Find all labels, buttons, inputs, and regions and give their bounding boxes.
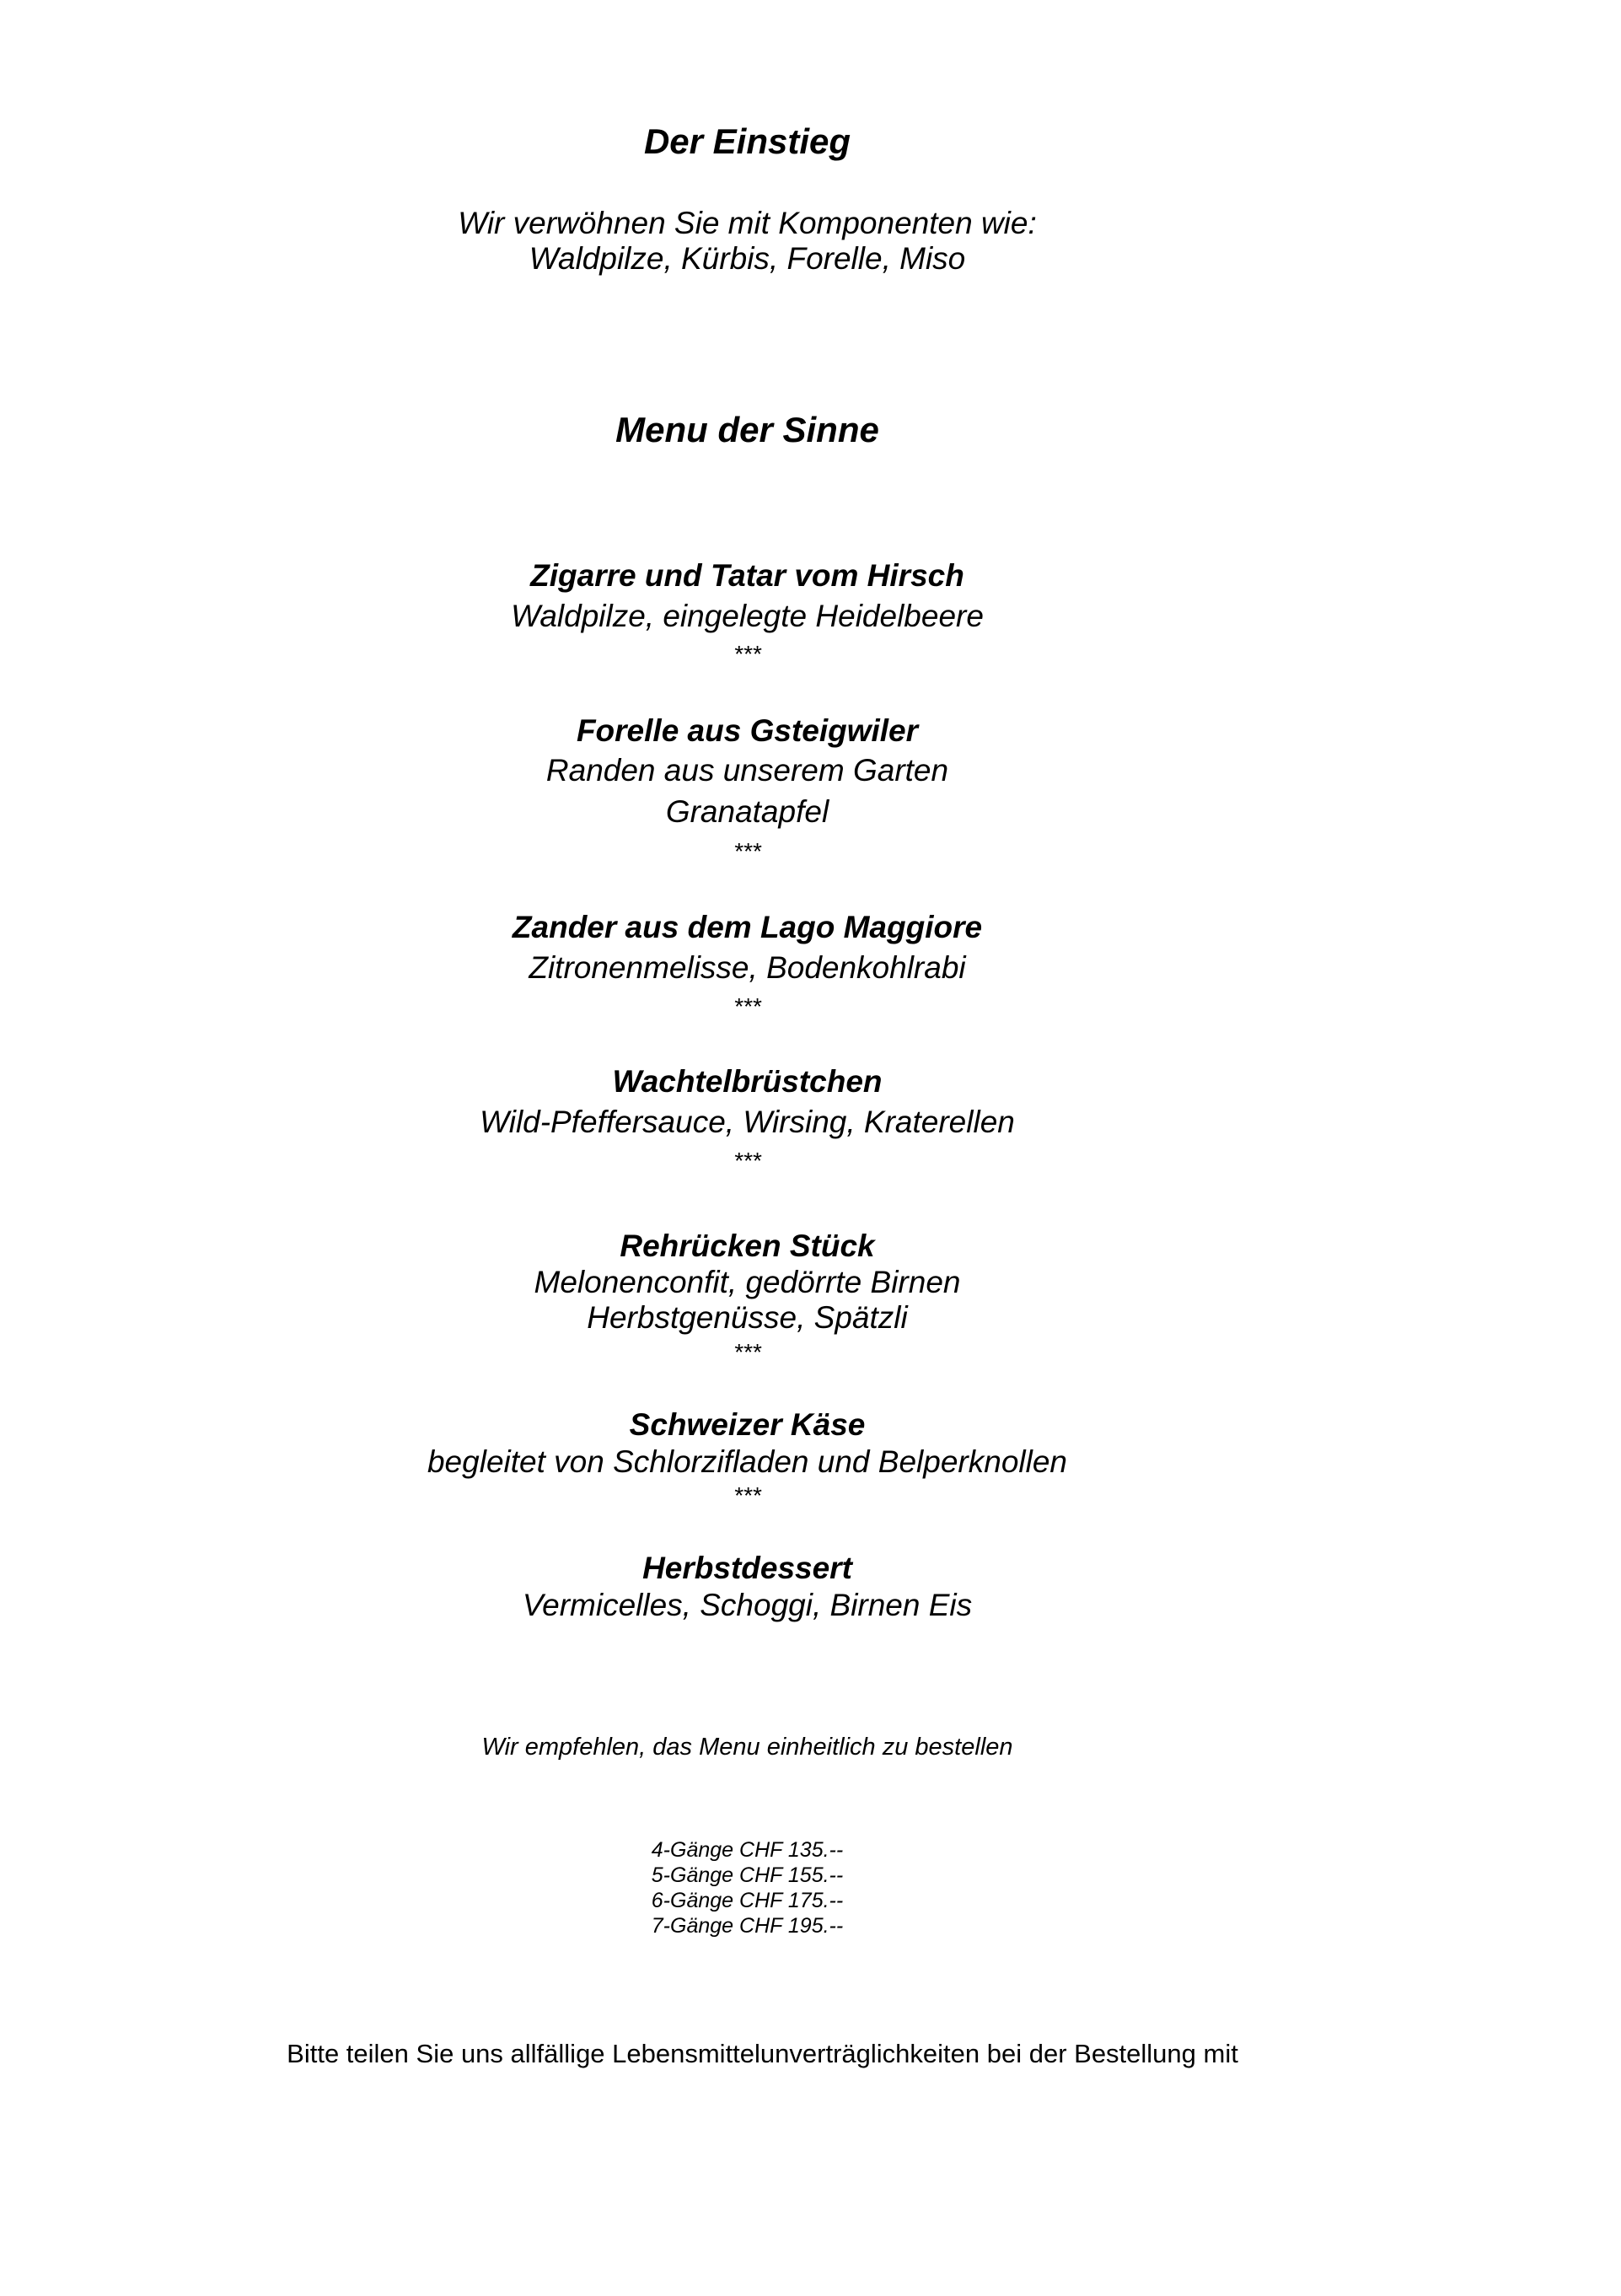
course-6-name: Schweizer Käse (629, 1407, 866, 1442)
course-separator-4: *** (733, 1148, 761, 1174)
allergy-notice: Bitte teilen Sie uns allfällige Lebensmittelunverträglichkeiten bei der Bestellung mit (287, 2039, 1238, 2068)
course-separator-1: *** (733, 641, 761, 667)
course-separator-3: *** (733, 993, 761, 1019)
price-5-courses: 5-Gänge CHF 155.-- (651, 1863, 844, 1887)
course-1-name: Zigarre und Tatar vom Hirsch (530, 558, 964, 593)
course-6-detail-1: begleitet von Schlorzifladen und Belperknollen (427, 1444, 1067, 1479)
course-3-name: Zander aus dem Lago Maggiore (512, 910, 983, 944)
course-7-name: Herbstdessert (642, 1551, 852, 1585)
price-7-courses: 7-Gänge CHF 195.-- (651, 1914, 844, 1938)
course-4-name: Wachtelbrüstchen (612, 1064, 883, 1099)
course-separator-2: *** (733, 838, 761, 864)
course-1-detail-1: Waldpilze, eingelegte Heidelbeere (511, 599, 984, 633)
course-4-detail-1: Wild-Pfeffersauce, Wirsing, Kraterellen (480, 1105, 1015, 1139)
course-5-name: Rehrücken Stück (620, 1229, 875, 1263)
course-separator-5: *** (733, 1339, 761, 1365)
intro-line-2: Waldpilze, Kürbis, Forelle, Miso (529, 241, 966, 276)
course-7-detail-1: Vermicelles, Schoggi, Birnen Eis (522, 1588, 973, 1622)
course-separator-6: *** (733, 1482, 761, 1508)
intro-line-1: Wir verwöhnen Sie mit Komponenten wie: (458, 206, 1037, 240)
menu-title: Menu der Sinne (615, 410, 879, 449)
course-2-detail-2: Granatapfel (665, 794, 829, 829)
course-2-detail-1: Randen aus unserem Garten (545, 753, 949, 788)
course-5-detail-2: Herbstgenüsse, Spätzli (587, 1300, 908, 1335)
course-2-name: Forelle aus Gsteigwiler (576, 713, 919, 748)
course-3-detail-1: Zitronenmelisse, Bodenkohlrabi (529, 950, 966, 985)
intro-title: Der Einstieg (643, 121, 851, 161)
price-6-courses: 6-Gänge CHF 175.-- (651, 1889, 844, 1912)
price-4-courses: 4-Gänge CHF 135.-- (651, 1838, 844, 1862)
order-recommendation: Wir empfehlen, das Menu einheitlich zu bestellen (481, 1734, 1013, 1761)
course-5-detail-1: Melonenconfit, gedörrte Birnen (534, 1265, 961, 1299)
